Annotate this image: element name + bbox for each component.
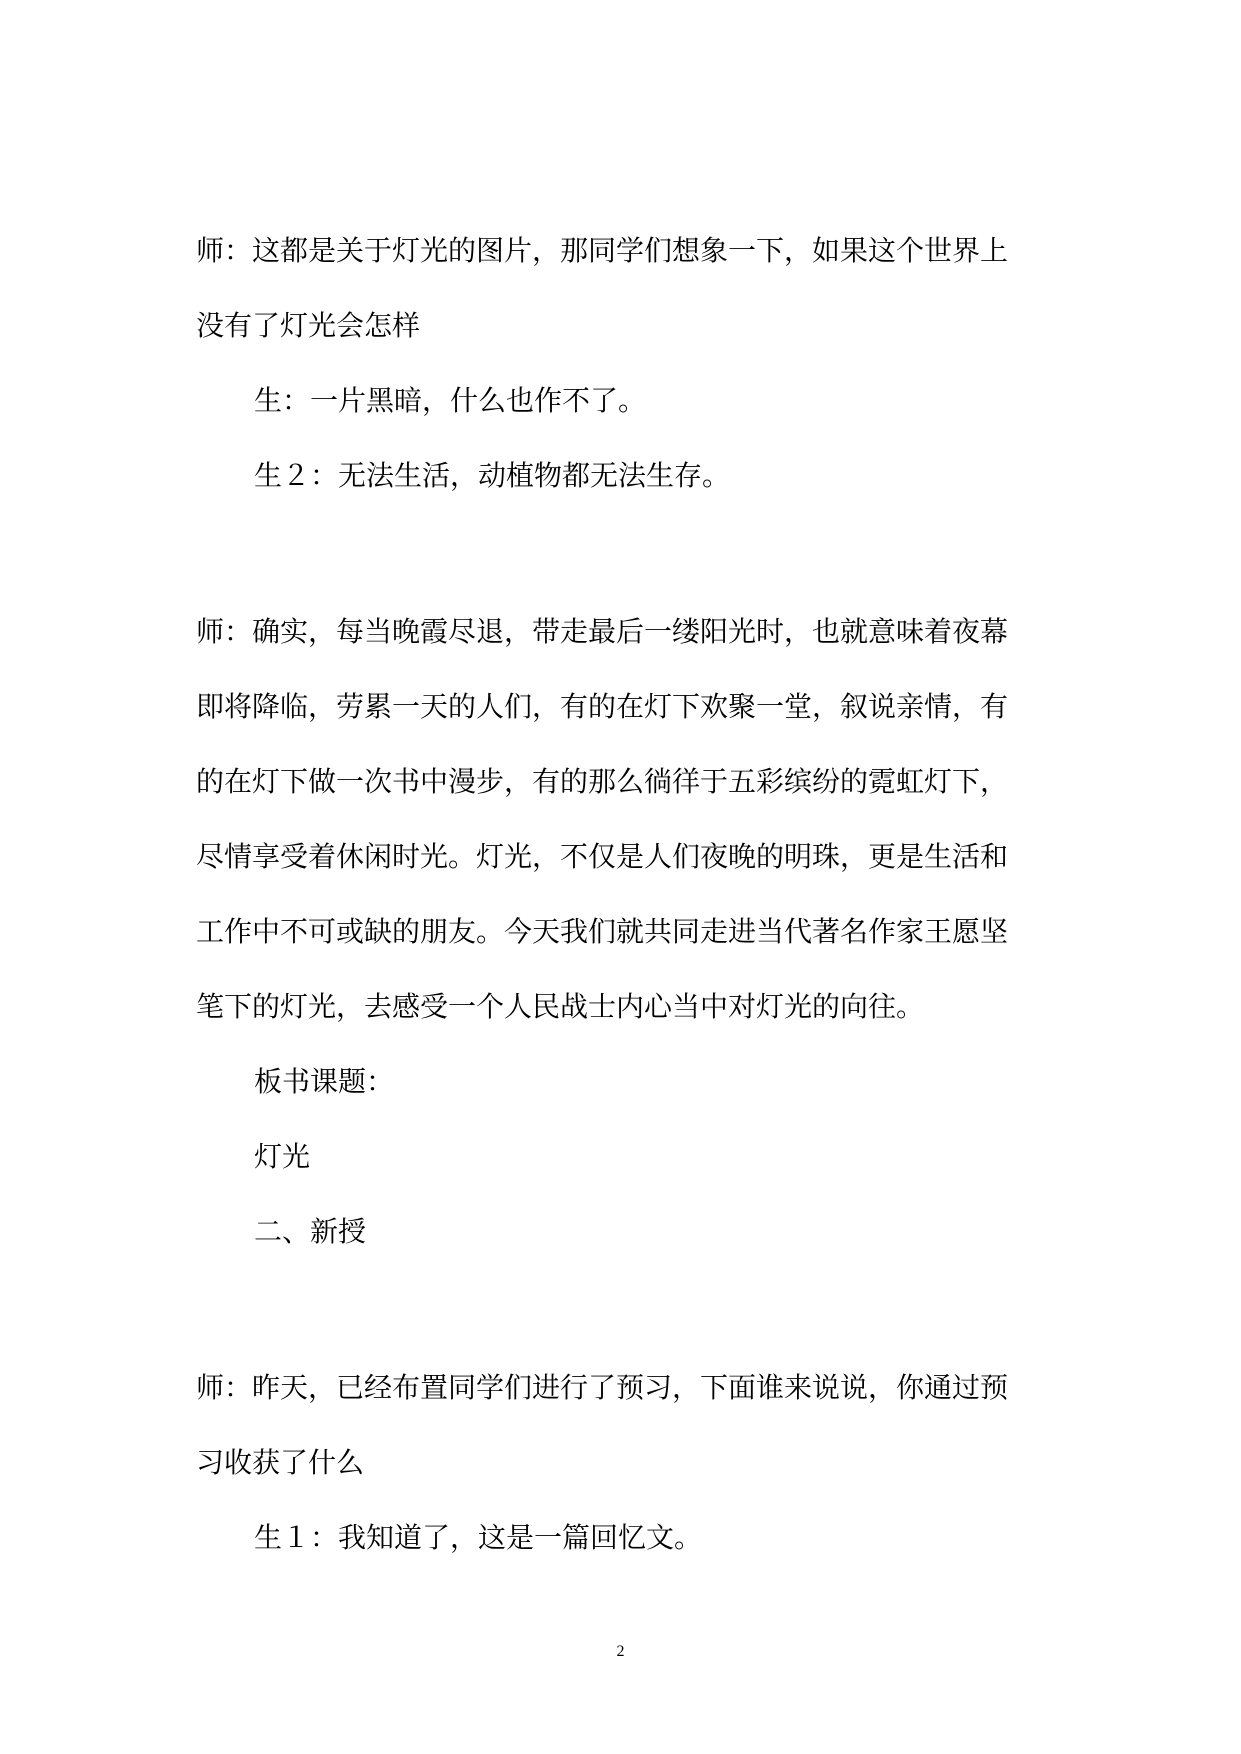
paragraph-line-4: 生２：无法生活，动植物都无法生存。 (254, 459, 731, 492)
paragraph-line-15: 习收获了什么 (196, 1446, 365, 1479)
paragraph-line-2: 没有了灯光会怎样 (196, 309, 421, 342)
paragraph-line-7: 的在灯下做一次书中漫步，有的那么徜徉于五彩缤纷的霓虹灯下， (196, 765, 1009, 798)
paragraph-line-12: 灯光 (254, 1140, 311, 1173)
paragraph-line-9: 工作中不可或缺的朋友。今天我们就共同走进当代著名作家王愿坚 (196, 915, 1009, 948)
paragraph-line-11: 板书课题： (254, 1065, 395, 1098)
page-number: 2 (616, 1643, 625, 1660)
paragraph-line-5: 师：确实，每当晚霞尽退，带走最后一缕阳光时，也就意味着夜幕 (196, 615, 1009, 648)
paragraph-line-16: 生１：我知道了，这是一篇回忆文。 (254, 1521, 703, 1554)
paragraph-line-10: 笔下的灯光，去感受一个人民战士内心当中对灯光的向往。 (196, 990, 925, 1023)
paragraph-line-6: 即将降临，劳累一天的人们，有的在灯下欢聚一堂，叙说亲情，有 (196, 690, 1009, 723)
paragraph-line-14: 师：昨天，已经布置同学们进行了预习，下面谁来说说，你通过预 (196, 1371, 1009, 1404)
paragraph-line-1: 师：这都是关于灯光的图片，那同学们想象一下，如果这个世界上 (196, 234, 1009, 267)
paragraph-line-3: 生：一片黑暗，什么也作不了。 (254, 384, 647, 417)
paragraph-line-8: 尽情享受着休闲时光。灯光，不仅是人们夜晚的明珠，更是生活和 (196, 840, 1009, 873)
section-heading: 二、新授 (254, 1215, 367, 1248)
